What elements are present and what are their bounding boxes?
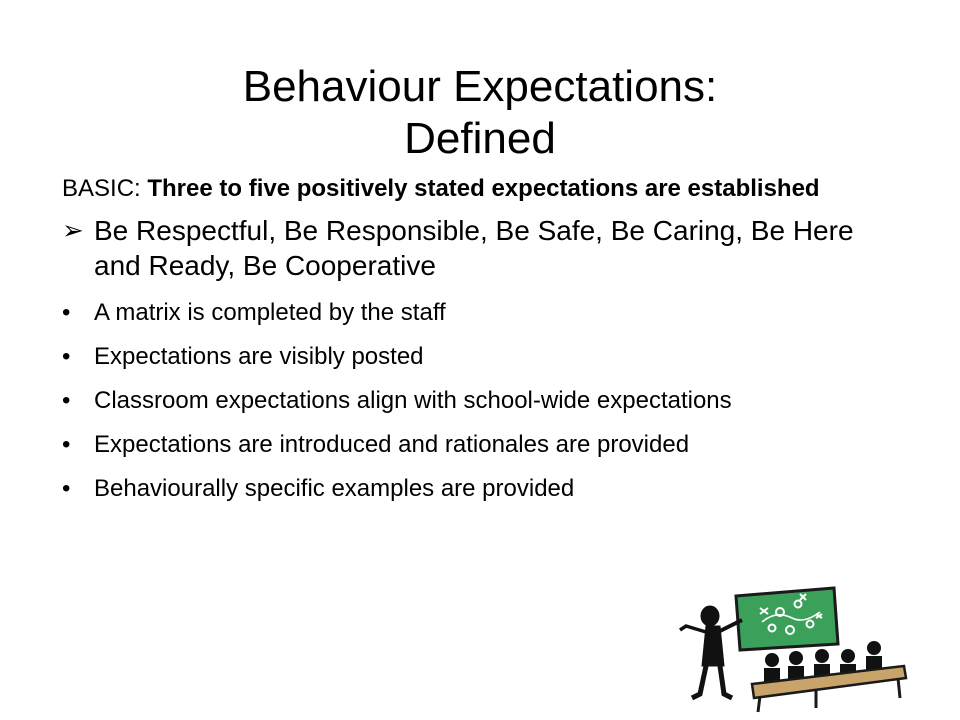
basic-prefix: BASIC: (62, 175, 148, 202)
bullet-dot-icon: • (62, 475, 71, 502)
bullet-item-posted (62, 343, 902, 371)
bullet-text: Expectations are visibly posted (94, 343, 424, 370)
bullet-dot-icon: • (62, 431, 71, 458)
bullet-item-classroom (62, 387, 902, 415)
bullet-item-rationales (62, 431, 902, 459)
expectations-list-item (62, 213, 902, 283)
expectations-text: Be Respectful, Be Responsible, Be Safe, Be Caring, Be Here and Ready, Be Cooperative (94, 215, 854, 281)
bullet-dot-icon: • (62, 343, 71, 370)
teacher-classroom-icon (676, 586, 908, 714)
slide-title-line-1: Behaviour Expectations: (242, 62, 718, 112)
bullet-text: Behaviourally specific examples are provided (94, 475, 575, 502)
bullet-text: A matrix is completed by the staff (94, 299, 446, 326)
bullet-list (62, 299, 902, 503)
bullet-dot-icon: • (62, 299, 71, 326)
bullet-text: Expectations are introduced and rationales are provided (94, 431, 690, 458)
basic-statement (62, 172, 902, 205)
bullet-item-matrix (62, 299, 902, 327)
bullet-text: Classroom expectations align with school-wide expectations (94, 387, 732, 414)
slide-content (62, 172, 902, 519)
chalkboard (736, 588, 838, 650)
teacher-figure (680, 606, 742, 698)
slide-title (0, 61, 960, 165)
slide-title-line-2: Defined (404, 114, 556, 164)
basic-bold-text: Three to five positively stated expectations are established (147, 175, 820, 202)
bullet-item-examples (62, 475, 902, 503)
bullet-dot-icon: • (62, 387, 71, 414)
arrow-bullet-icon: ➢ (62, 215, 84, 245)
